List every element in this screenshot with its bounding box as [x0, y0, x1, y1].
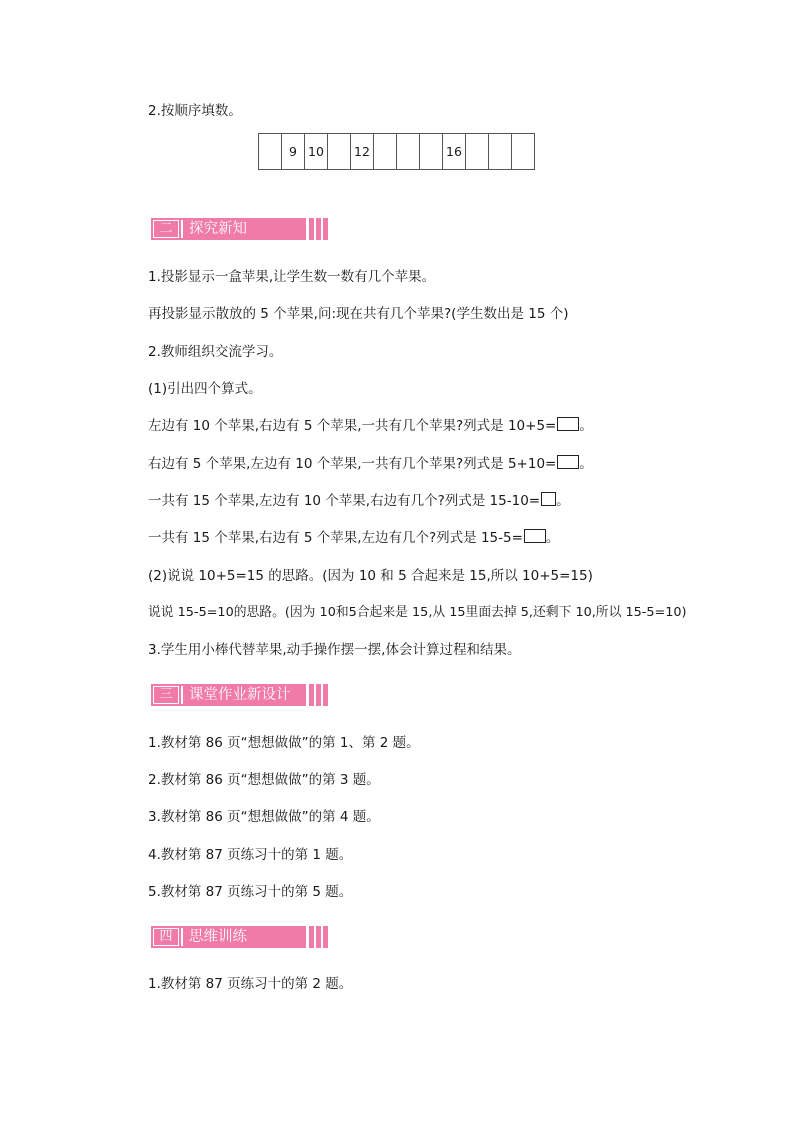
section-header-thinking — [151, 926, 333, 948]
equation-line-4 — [148, 529, 559, 547]
answer-box[interactable] — [557, 455, 579, 469]
answer-box[interactable] — [524, 529, 546, 543]
section-header-homework — [151, 684, 333, 706]
sequence-cell: 12 — [351, 134, 374, 170]
explore-line-1: 1.投影显示一盒苹果,让学生数一数有几个苹果。 — [148, 269, 436, 285]
explore-line-11: 3.学生用小棒代替苹果,动手操作摆一摆,体会计算过程和结果。 — [148, 642, 521, 658]
decorative-stripes — [309, 218, 328, 240]
section-title: 思维训练 — [189, 929, 247, 945]
sequence-cell[interactable] — [512, 134, 535, 170]
sequence-cell[interactable] — [374, 134, 397, 170]
sequence-cell[interactable] — [397, 134, 420, 170]
equation-line-2 — [148, 455, 593, 473]
sequence-cell[interactable] — [328, 134, 351, 170]
divider — [181, 220, 183, 238]
sequence-cell: 9 — [282, 134, 305, 170]
answer-box[interactable] — [557, 417, 579, 431]
homework-item: 3.教材第 86 页“想想做做”的第 4 题。 — [148, 809, 380, 825]
explore-line-9: (2)说说 10+5=15 的思路。(因为 10 和 5 合起来是 15,所以 10+5=15) — [148, 568, 593, 584]
sequence-cell[interactable] — [466, 134, 489, 170]
number-sequence-table — [258, 133, 535, 170]
answer-box[interactable] — [541, 492, 556, 506]
section-header-explore — [151, 218, 333, 240]
sequence-cell: 16 — [443, 134, 466, 170]
homework-item: 5.教材第 87 页练习十的第 5 题。 — [148, 884, 353, 900]
homework-item: 2.教材第 86 页“想想做做”的第 3 题。 — [148, 772, 380, 788]
explore-line-10: 说说 15-5=10的思路。(因为 10和5合起来是 15,从 15里面去掉 5,还剩下 10,所以 15-5=10) — [148, 605, 687, 620]
sequence-cell[interactable] — [420, 134, 443, 170]
equation-text: 一共有 15 个苹果,右边有 5 个苹果,左边有几个?列式是 15-5= — [148, 530, 523, 546]
period: 。 — [556, 493, 570, 509]
equation-line-3 — [148, 492, 570, 510]
decorative-stripes — [309, 684, 328, 706]
sequence-cell[interactable] — [489, 134, 512, 170]
equation-text: 一共有 15 个苹果,左边有 10 个苹果,右边有几个?列式是 15-10= — [148, 493, 541, 509]
equation-text: 右边有 5 个苹果,左边有 10 个苹果,一共有几个苹果?列式是 5+10= — [148, 456, 557, 472]
section-title: 课堂作业新设计 — [189, 687, 291, 703]
homework-item: 4.教材第 87 页练习十的第 1 题。 — [148, 847, 353, 863]
explore-line-3: 2.教师组织交流学习。 — [148, 344, 283, 360]
equation-line-1 — [148, 417, 593, 435]
section-number: 二 — [153, 220, 179, 238]
fill-in-order-label: 2.按顺序填数。 — [148, 103, 242, 119]
thinking-item: 1.教材第 87 页练习十的第 2 题。 — [148, 976, 353, 992]
section-number: 四 — [153, 928, 179, 946]
explore-line-4: (1)引出四个算式。 — [148, 381, 262, 397]
explore-line-2: 再投影显示散放的 5 个苹果,问:现在共有几个苹果?(学生数出是 15 个) — [148, 306, 569, 322]
period: 。 — [579, 418, 593, 434]
homework-item: 1.教材第 86 页“想想做做”的第 1、第 2 题。 — [148, 735, 420, 751]
sequence-cell: 10 — [305, 134, 328, 170]
divider — [181, 928, 183, 946]
sequence-cell[interactable] — [259, 134, 282, 170]
period: 。 — [545, 530, 560, 546]
equation-text: 左边有 10 个苹果,右边有 5 个苹果,一共有几个苹果?列式是 10+5= — [148, 418, 557, 434]
section-number: 三 — [153, 686, 179, 704]
section-title: 探究新知 — [189, 221, 247, 237]
divider — [181, 686, 183, 704]
period: 。 — [579, 456, 593, 472]
decorative-stripes — [309, 926, 328, 948]
